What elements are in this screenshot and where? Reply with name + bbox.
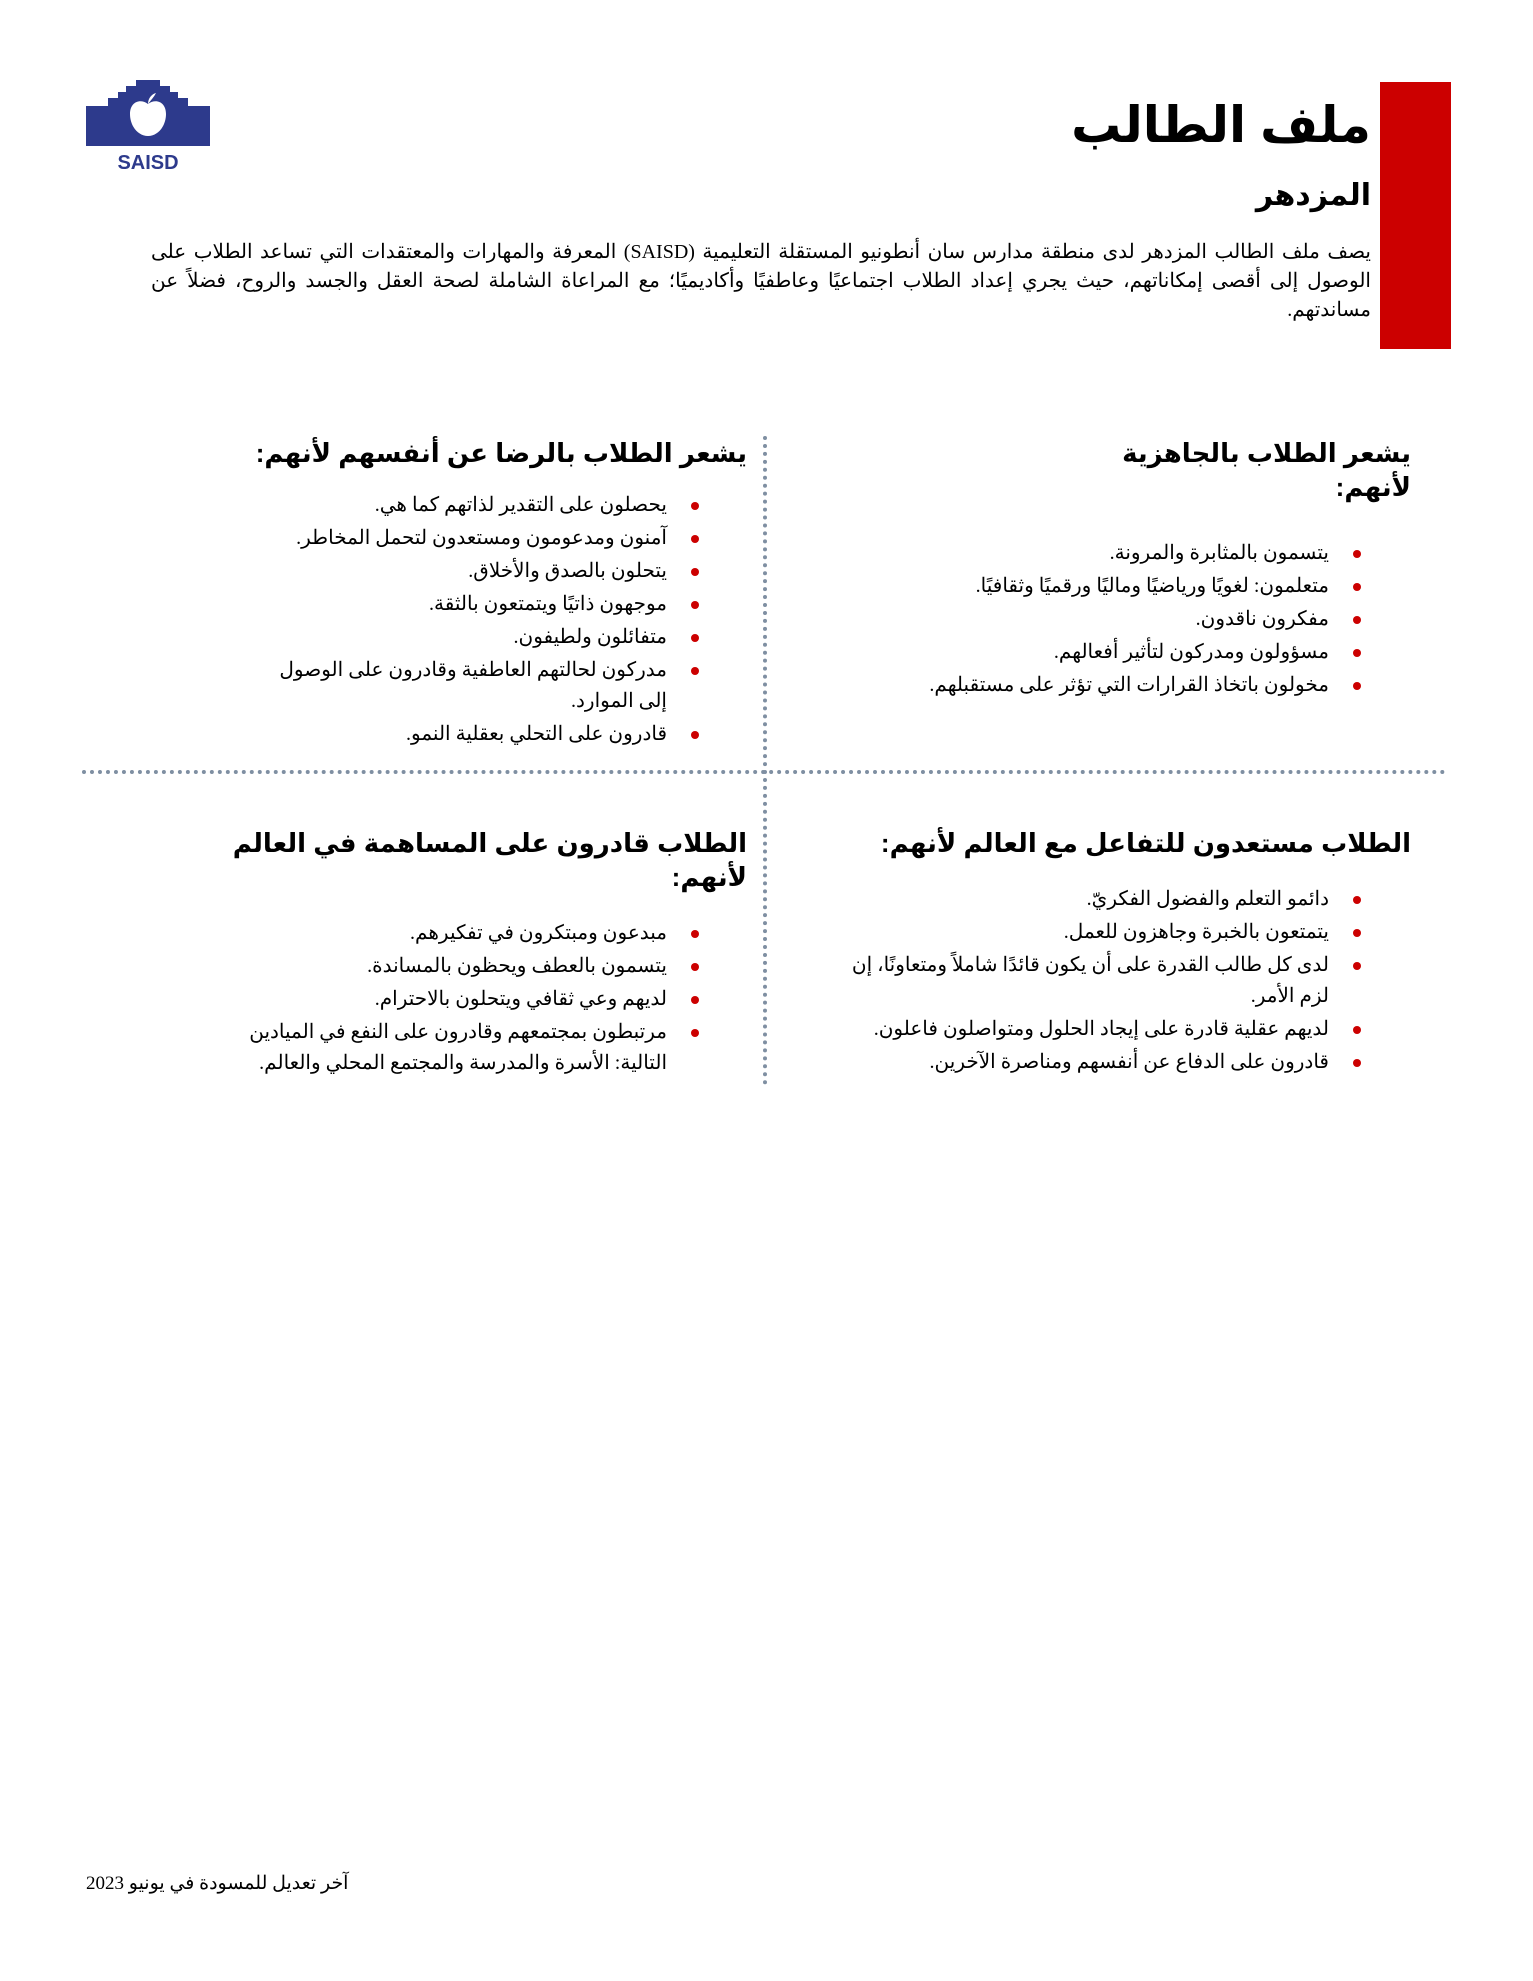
list-item: متعلمون: لغويًا ورياضيًا وماليًا ورقميًا وثقافيًا. bbox=[811, 571, 1361, 602]
bullet-icon bbox=[691, 568, 699, 576]
list-item: مفكرون ناقدون. bbox=[811, 604, 1361, 635]
bullet-icon bbox=[1353, 1026, 1361, 1034]
vertical-divider bbox=[763, 436, 767, 1085]
list-item: لدى كل طالب القدرة على أن يكون قائدًا شاملاً ومتعاونًا، إن لزم الأمر. bbox=[834, 950, 1361, 1012]
red-accent-bar bbox=[1380, 82, 1451, 349]
quadrant-heading: يشعر الطلاب بالرضا عن أنفسهم لأنهم: bbox=[255, 438, 747, 468]
list-item: مخولون باتخاذ القرارات التي تؤثر على مستقبلهم. bbox=[811, 670, 1361, 701]
list-item: مرتبطون بمجتمعهم وقادرون على النفع في الميادين التالية: الأسرة والمدرسة والمجتمع المحلي والعالم. bbox=[199, 1017, 699, 1079]
bullet-icon bbox=[691, 535, 699, 543]
list-item: آمنون ومدعومون ومستعدون لتحمل المخاطر. bbox=[239, 523, 699, 554]
list-item: مبدعون ومبتكرون في تفكيرهم. bbox=[199, 918, 699, 949]
list-item: يحصلون على التقدير لذاتهم كما هي. bbox=[239, 490, 699, 521]
bullet-icon bbox=[1353, 550, 1361, 558]
list-item: يتحلون بالصدق والأخلاق. bbox=[239, 556, 699, 587]
svg-text:SAISD: SAISD bbox=[117, 152, 179, 172]
bullet-icon bbox=[691, 667, 699, 675]
list-item: مدركون لحالتهم العاطفية وقادرون على الوصول إلى الموارد. bbox=[267, 655, 699, 717]
footer-revision-note: آخر تعديل للمسودة في يونيو 2023 bbox=[86, 1873, 349, 1894]
bullet-icon bbox=[691, 963, 699, 971]
bullet-icon bbox=[691, 502, 699, 510]
list-item: قادرون على التحلي بعقلية النمو. bbox=[239, 719, 699, 750]
bullet-icon bbox=[691, 996, 699, 1004]
bullet-list bbox=[199, 918, 699, 1079]
bullet-icon bbox=[691, 601, 699, 609]
page-title: ملف الطالب bbox=[1071, 97, 1371, 153]
page-subtitle: المزدهر bbox=[1255, 179, 1371, 212]
list-item: قادرون على الدفاع عن أنفسهم ومناصرة الآخرين. bbox=[831, 1047, 1361, 1078]
bullet-icon bbox=[1353, 616, 1361, 624]
quadrant-contribute bbox=[187, 826, 747, 1081]
list-item: لديهم عقلية قادرة على إيجاد الحلول ومتواصلون فاعلون. bbox=[831, 1014, 1361, 1045]
horizontal-divider bbox=[82, 770, 1446, 774]
list-item: مسؤولون ومدركون لتأثير أفعالهم. bbox=[811, 637, 1361, 668]
bullet-list bbox=[831, 884, 1361, 1078]
bullet-icon bbox=[691, 1029, 699, 1037]
quadrant-heading: الطلاب قادرون على المساهمة في العالم لأنهم: bbox=[232, 828, 747, 892]
bullet-icon bbox=[1353, 649, 1361, 657]
bullet-icon bbox=[1353, 962, 1361, 970]
bullet-icon bbox=[1353, 583, 1361, 591]
intro-paragraph: يصف ملف الطالب المزدهر لدى منطقة مدارس سان أنطونيو المستقلة التعليمية (SAISD) المعرفة والمهارات والمعتقدات التي تساعد الطلاب على الوصول إلى أقصى إمكاناتهم، حيث يجري إعداد الطلاب اجتماعيًا وعاطفيًا وأكاديميًا؛ مع المراعاة الشاملة لصحة العقل والجسد والروح، فضلاً عن مساندتهم. bbox=[151, 241, 1371, 321]
list-item: يتمتعون بالخبرة وجاهزون للعمل. bbox=[831, 917, 1361, 948]
list-item: موجهون ذاتيًا ويتمتعون بالثقة. bbox=[239, 589, 699, 620]
bullet-list bbox=[811, 538, 1361, 701]
bullet-icon bbox=[691, 930, 699, 938]
bullet-icon bbox=[1353, 1059, 1361, 1067]
quadrant-ready bbox=[811, 436, 1411, 703]
quadrant-satisfied bbox=[187, 436, 747, 752]
bullet-icon bbox=[691, 731, 699, 739]
quadrant-engage bbox=[811, 826, 1411, 1080]
list-item: يتسمون بالمثابرة والمرونة. bbox=[811, 538, 1361, 569]
bullet-icon bbox=[1353, 896, 1361, 904]
saisd-logo bbox=[86, 80, 210, 172]
quadrant-heading: يشعر الطلاب بالجاهزية لأنهم: bbox=[1122, 438, 1411, 502]
list-item: يتسمون بالعطف ويحظون بالمساندة. bbox=[199, 951, 699, 982]
bullet-icon bbox=[1353, 929, 1361, 937]
bullet-icon bbox=[1353, 682, 1361, 690]
quadrant-heading: الطلاب مستعدون للتفاعل مع العالم لأنهم: bbox=[880, 828, 1411, 858]
list-item: لديهم وعي ثقافي ويتحلون بالاحترام. bbox=[199, 984, 699, 1015]
list-item: متفائلون ولطيفون. bbox=[239, 622, 699, 653]
list-item: دائمو التعلم والفضول الفكريّ. bbox=[831, 884, 1361, 915]
bullet-list bbox=[239, 490, 699, 750]
bullet-icon bbox=[691, 634, 699, 642]
